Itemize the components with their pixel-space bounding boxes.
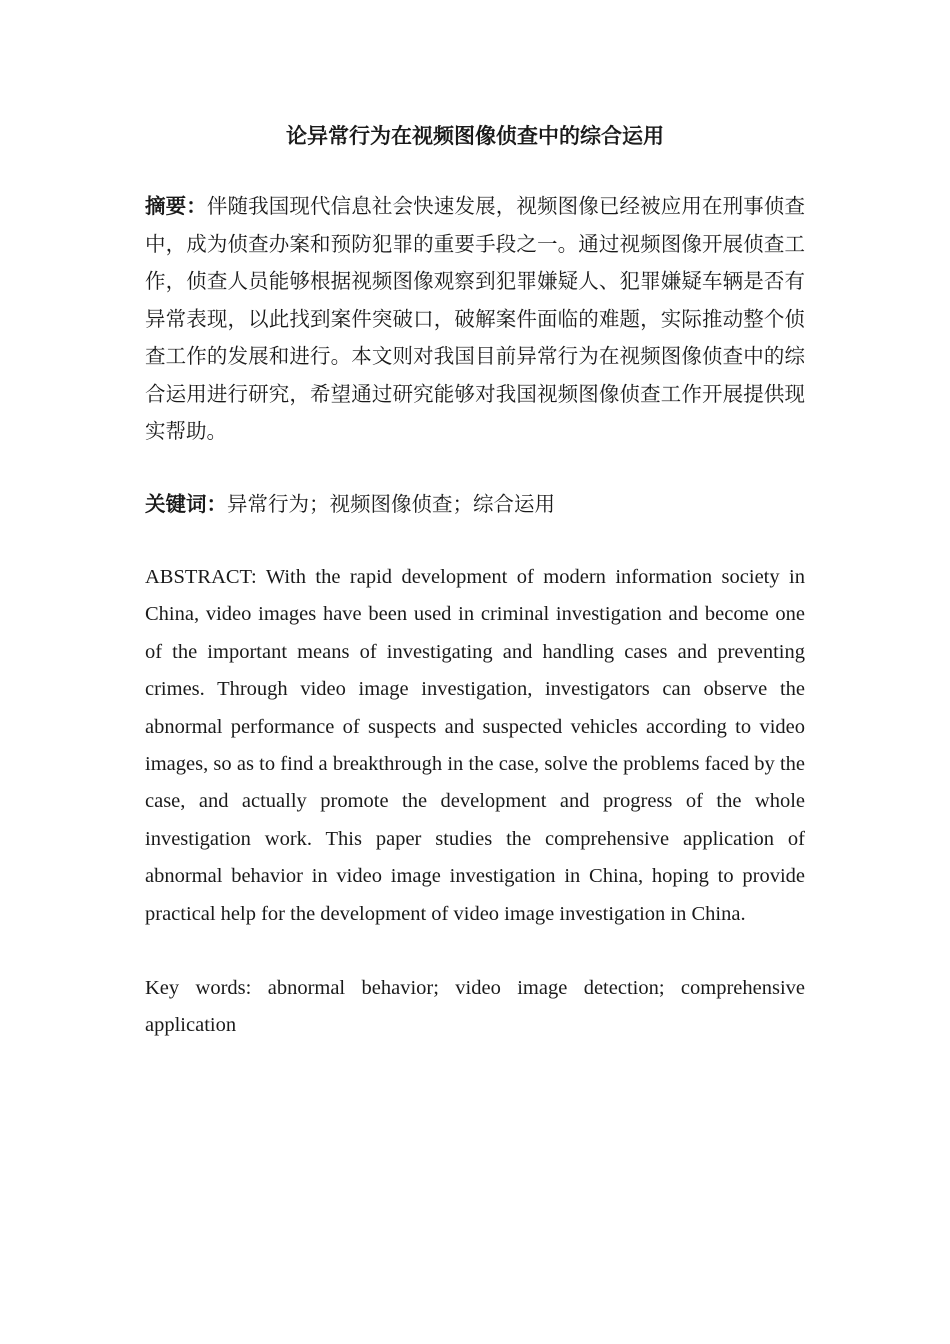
document-page [145, 118, 805, 1045]
abstract-en: ABSTRACT: With the rapid development of modern information society in China, video images have been used in criminal investigation and become one of the important means of investigating and handling cases and preventing crimes. Through video image investigation, investigators can observe the abnormal performance of suspects and suspected vehicles according to video images, so as to find a breakthrough in the case, solve the problems faced by the case, and actually promote the development and progress of the whole investigation work. This paper studies the comprehensive application of abnormal behavior in video image investigation in China, hoping to provide practical help for the development of video image investigation in China. [145, 566, 805, 925]
keywords-cn-label: 关键词： [145, 491, 227, 516]
keywords-cn [145, 486, 805, 524]
abstract-cn-text: 伴随我国现代信息社会快速发展，视频图像已经被应用在刑事侦查中，成为侦查办案和预防犯罪的重要手段之一。通过视频图像开展侦查工作，侦查人员能够根据视频图像观察到犯罪嫌疑人、犯罪嫌疑车辆是否有异常表现，以此找到案件突破口，破解案件面临的难题，实际推动整个侦查工作的发展和进行。本文则对我国目前异常行为在视频图像侦查中的综合运用进行研究，希望通过研究能够对我国视频图像侦查工作开展提供现实帮助。 [145, 194, 806, 443]
document-title: 论异常行为在视频图像侦查中的综合运用 [286, 124, 664, 148]
abstract-cn [145, 188, 805, 451]
keywords-en: Key words: abnormal behavior; video image detection; comprehensive application [145, 977, 805, 1037]
keywords-cn-text: 异常行为；视频图像侦查；综合运用 [227, 491, 555, 516]
abstract-cn-label: 摘要： [145, 194, 207, 218]
